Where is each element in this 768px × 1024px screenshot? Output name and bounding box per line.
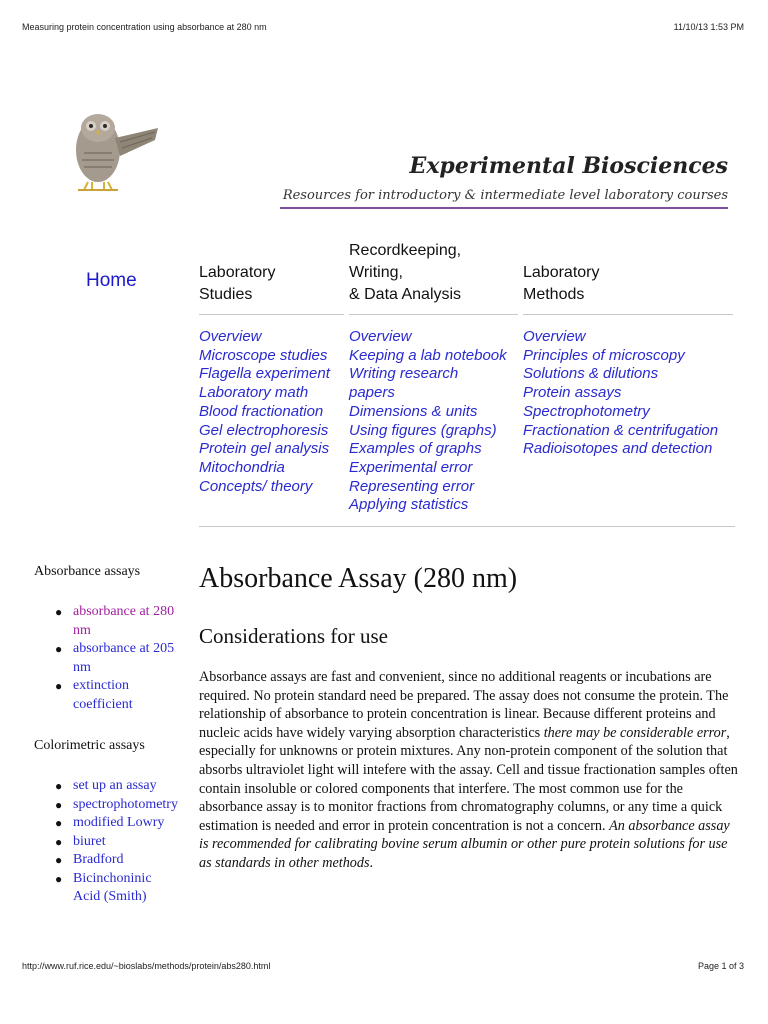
nav-list-recordkeeping [349,328,507,515]
nav-link[interactable]: Laboratory math [199,384,309,402]
nav-bottom-divider [199,526,735,527]
nav-link[interactable]: Radioisotopes and detection [523,440,713,458]
print-footer-page: Page 1 of 3 [697,961,744,971]
header-divider [280,207,728,209]
site-title: Experimental Biosciences [409,153,728,179]
link-line: Bradford [73,852,124,867]
body-paragraph [199,668,739,873]
print-footer-url: http://www.ruf.rice.edu/~bioslabs/methods/protein/abs280.html [22,961,271,971]
bullet-icon: ● [55,816,63,830]
heading-line: Studies [199,286,253,303]
bullet-icon: ● [55,679,63,693]
bullet-icon: ● [55,871,63,886]
nav-link[interactable]: Fractionation & centrifugation [523,421,719,439]
nav-link[interactable]: Using figures (graphs) [349,421,497,439]
sidebar-link-setup[interactable] [55,777,178,796]
sidebar-list-colorimetric [55,777,178,907]
bullet-icon: ● [55,853,63,867]
sidebar-link-biuret[interactable] [55,833,178,852]
emphasis-text: An absorbance assay is recommended for calibrating bovine serum albumin or other pure protein solutions for use as standards in other methods [199,817,730,871]
sidebar-link-abs280[interactable] [55,603,175,640]
nav-link[interactable]: papers [349,384,395,402]
link-line: modified Lowry [73,815,165,830]
sidebar-link-bradford[interactable] [55,851,178,870]
home-link[interactable]: Home [86,270,137,291]
nav-link[interactable]: Spectrophotometry [523,402,650,420]
nav-column-heading-lab-studies [199,262,276,306]
column-divider [523,314,733,315]
nav-link[interactable]: Overview [199,328,262,345]
link-line: absorbance at 205 [73,641,175,656]
bullet-icon: ● [55,605,63,619]
heading-line: Laboratory [199,264,276,281]
print-header-datetime: 11/10/13 1:53 PM [673,22,744,32]
nav-link[interactable]: Microscope studies [199,346,328,364]
sidebar-heading-absorbance: Absorbance assays [34,564,141,579]
site-subtitle: Resources for introductory & intermediate level laboratory courses [282,188,728,203]
section-heading: Considerations for use [199,624,388,648]
link-line: extinction [73,678,129,693]
link-line: spectrophotometry [73,796,178,812]
bullet-icon: ● [55,834,63,849]
nav-link[interactable]: Mitochondria [199,458,285,476]
print-header-title: Measuring protein concentration using absorbance at 280 nm [22,22,267,32]
link-line: biuret [73,833,106,849]
nav-column-heading-recordkeeping [349,240,461,306]
nav-link[interactable]: Examples of graphs [349,440,482,458]
nav-link[interactable]: Flagella experiment [199,365,330,383]
nav-link[interactable]: Overview [523,328,586,345]
nav-link[interactable]: Protein gel analysis [199,440,330,458]
text-run: , especially for unknowns or protein mixtures. Any non-protein component of the solution that absorbs ultraviolet light will intefere with the assay. Cell and tissue fractionation samples often contain insoluble or colored components that interfere. The most common use for the absorbance assay is to monitor fractions from chromatography columns, or any time a quick estimation is needed and error in protein concentration is not a concern. [199,724,738,834]
column-divider [349,314,518,315]
nav-link[interactable]: Dimensions & units [349,402,478,420]
link-line: absorbance at 280 [73,604,175,619]
owl-logo [60,98,160,198]
nav-link[interactable]: Overview [349,328,412,345]
bullet-icon: ● [55,779,63,793]
bullet-icon: ● [55,642,63,656]
nav-link[interactable]: Experimental error [349,458,473,476]
heading-line: & Data Analysis [349,286,462,303]
text-run: Absorbance assays are fast and convenient, since no additional reagents or incubations are required. No protein standard need be prepared. The assay does not consume the protein. The relationship of absorbance to protein concentration is linear. Because different proteins and nucleic acids have widely varying absorption characteristics [199,669,729,741]
heading-line: Methods [523,286,585,303]
nav-link[interactable]: Gel electrophoresis [199,421,329,439]
emphasis-text: there may be considerable error [543,724,727,741]
heading-line: Recordkeeping, [349,242,462,259]
nav-link[interactable]: Principles of microscopy [523,346,685,364]
link-line: coefficient [73,696,133,712]
link-line: Bicinchoninic [73,870,152,886]
heading-line: Writing, [349,264,403,281]
nav-link[interactable]: Writing research [349,365,459,383]
sidebar-link-lowry[interactable] [55,814,178,833]
nav-link[interactable]: Solutions & dilutions [523,365,659,383]
nav-link[interactable]: Applying statistics [349,496,469,514]
sidebar-list-absorbance [55,603,175,714]
nav-link[interactable]: Blood fractionation [199,402,324,420]
link-line: nm [73,622,91,638]
nav-link[interactable]: Keeping a lab notebook [349,346,507,364]
sidebar-link-bca[interactable] [55,870,178,907]
page-title: Absorbance Assay (280 nm) [199,563,518,594]
sidebar-link-spectrophotometry[interactable] [55,796,178,815]
link-line: Acid (Smith) [73,889,147,904]
nav-link[interactable]: Protein assays [523,384,622,402]
link-line: nm [73,659,91,675]
nav-column-heading-lab-methods [523,262,600,306]
nav-link[interactable]: Concepts/ theory [199,477,313,495]
column-divider [199,314,344,315]
bullet-icon: ● [55,797,63,812]
heading-line: Laboratory [523,264,600,281]
sidebar-link-abs205[interactable] [55,640,175,677]
text-run: . [369,854,374,871]
sidebar-link-extinction[interactable] [55,677,174,714]
sidebar-heading-colorimetric: Colorimetric assays [34,738,145,753]
nav-list-lab-studies [199,328,330,496]
nav-list-lab-methods [523,328,718,459]
link-line: set up an assay [73,778,157,793]
nav-link[interactable]: Representing error [349,477,475,495]
